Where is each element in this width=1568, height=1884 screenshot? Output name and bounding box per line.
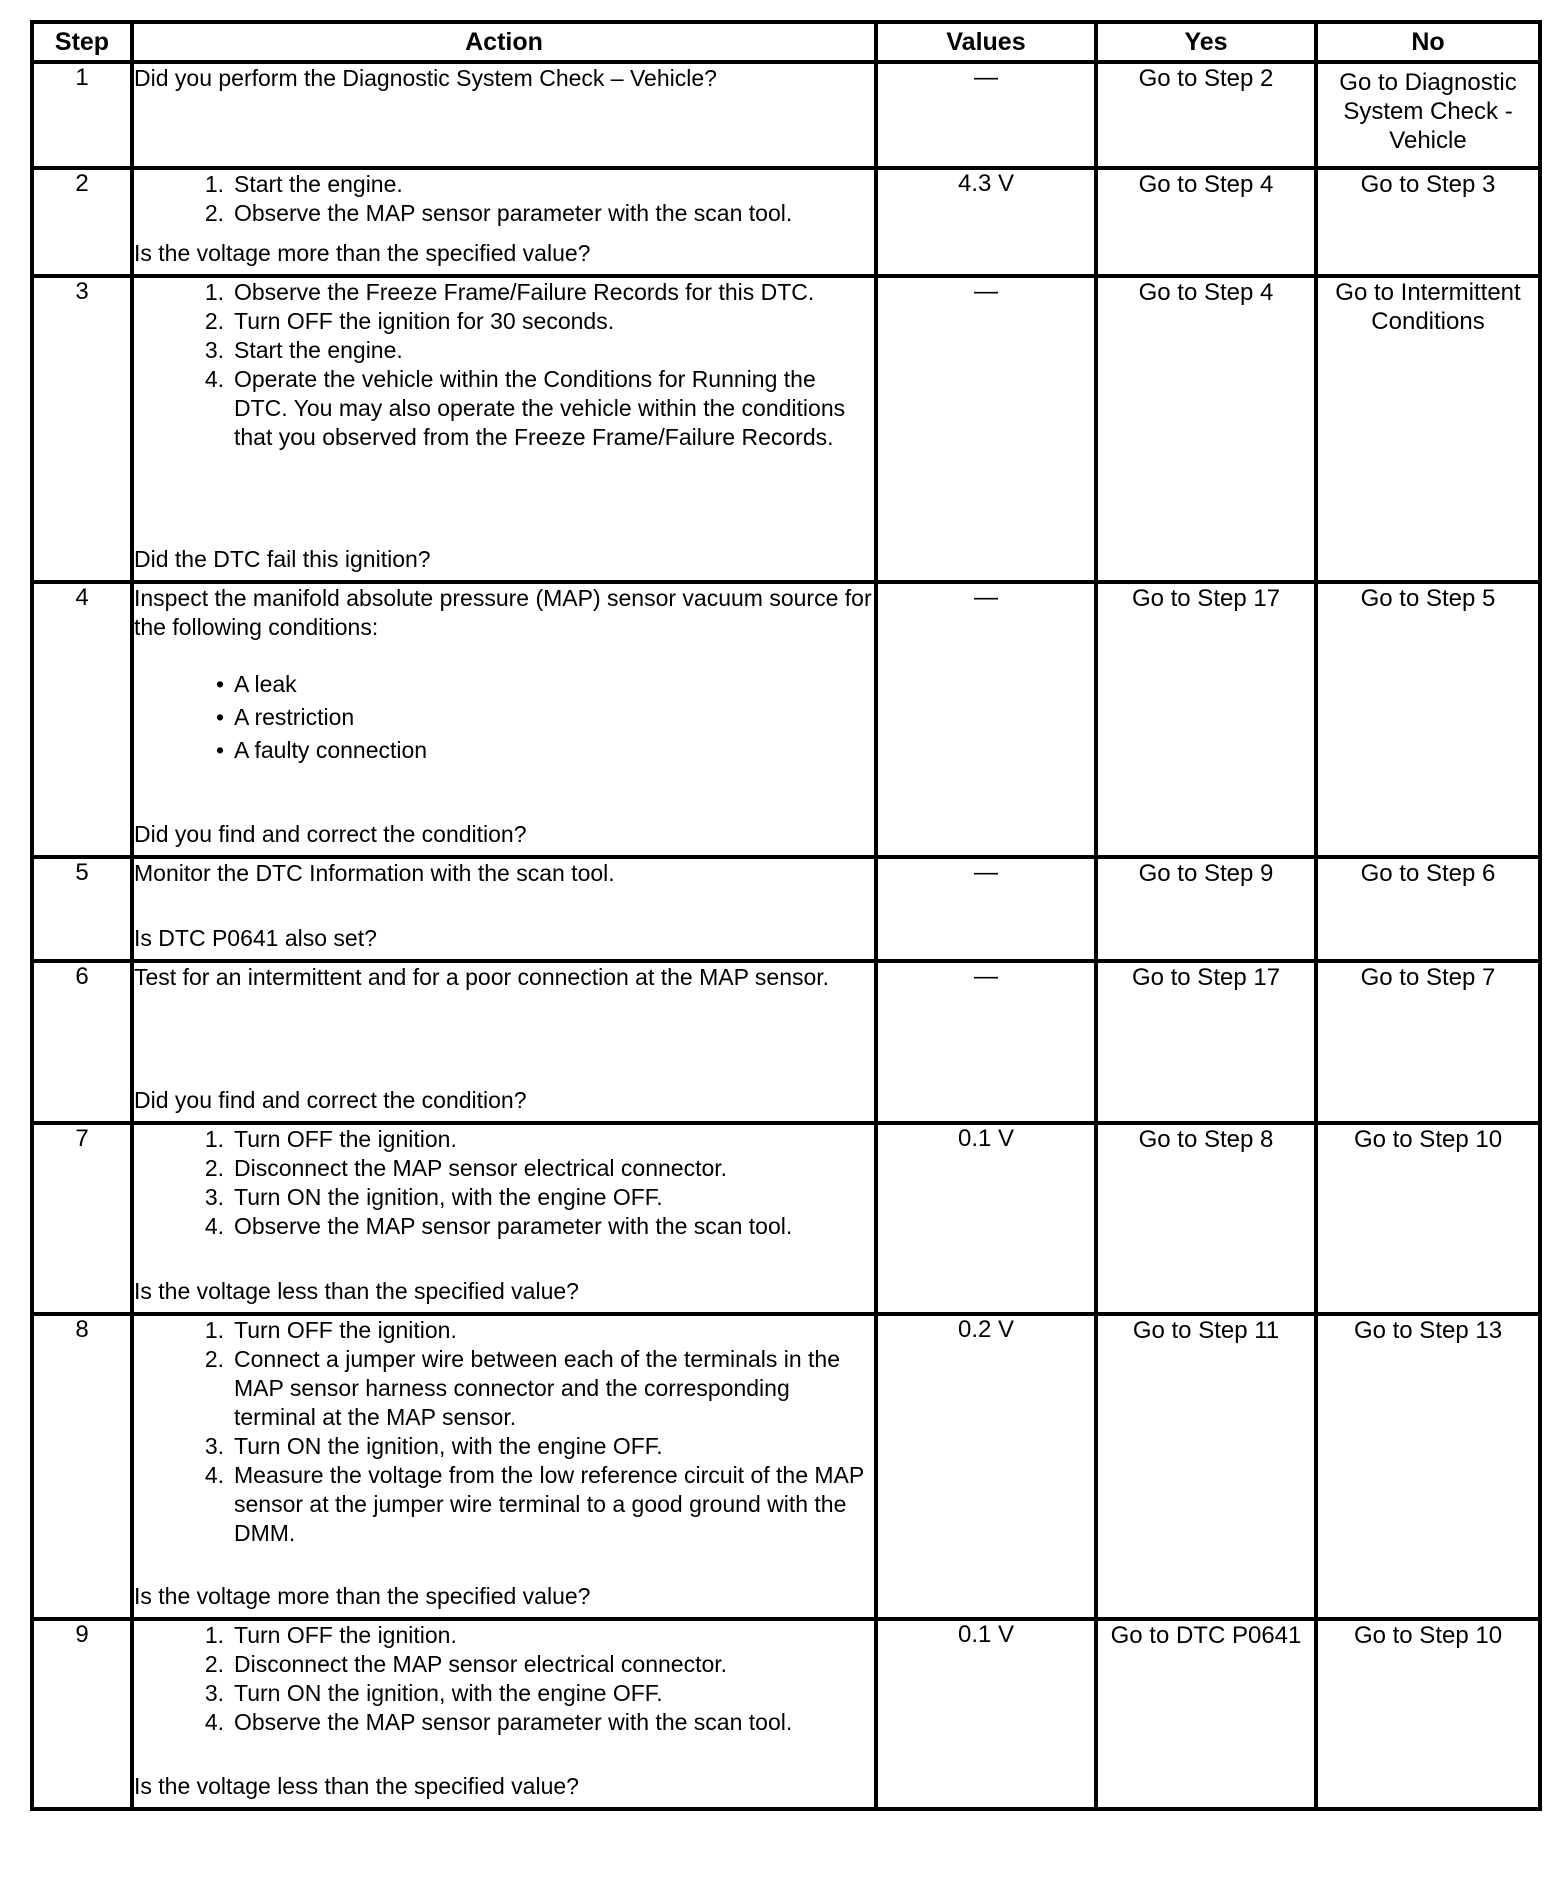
- action-intro: Inspect the manifold absolute pressure (MAP) sensor vacuum source for the following conditions:: [134, 585, 872, 640]
- step-number: 8: [32, 1314, 132, 1619]
- value-cell: 4.3 V: [876, 168, 1096, 276]
- action-question: Did you find and correct the condition?: [134, 1087, 527, 1113]
- action-step: Operate the vehicle within the Conditions for Running the DTC. You may also operate the vehicle within the conditions that you observed from the Freeze Frame/Failure Records.: [234, 366, 846, 450]
- no-cell: Go to Intermittent Conditions: [1316, 276, 1540, 582]
- table-row: [32, 582, 1540, 857]
- action-step: Turn OFF the ignition.: [234, 1622, 457, 1648]
- action-question: Is the voltage more than the specified value?: [134, 1583, 591, 1609]
- value-cell: —: [876, 276, 1096, 582]
- action-steps: [134, 1621, 874, 1737]
- action-step: Observe the Freeze Frame/Failure Records for this DTC.: [234, 279, 815, 305]
- value-cell: 0.2 V: [876, 1314, 1096, 1619]
- no-cell: Go to Step 7: [1316, 961, 1540, 1123]
- step-number: 3: [32, 276, 132, 582]
- diagnostic-table: [30, 20, 1542, 1811]
- table-row: [32, 276, 1540, 582]
- yes-cell: Go to Step 4: [1096, 168, 1316, 276]
- action-cell: [132, 168, 876, 276]
- action-cell: [132, 582, 876, 857]
- no-cell: Go to Diagnostic System Check - Vehicle: [1316, 62, 1540, 168]
- step-number: 2: [32, 168, 132, 276]
- header-values: Values: [876, 22, 1096, 62]
- no-cell: Go to Step 6: [1316, 857, 1540, 961]
- action-cell: [132, 62, 876, 168]
- table-row: [32, 1619, 1540, 1809]
- action-intro: Test for an intermittent and for a poor connection at the MAP sensor.: [134, 964, 830, 990]
- header-action: Action: [132, 22, 876, 62]
- yes-cell: Go to Step 4: [1096, 276, 1316, 582]
- yes-cell: Go to DTC P0641: [1096, 1619, 1316, 1809]
- value-cell: —: [876, 857, 1096, 961]
- step-number: 4: [32, 582, 132, 857]
- action-step: Disconnect the MAP sensor electrical connector.: [234, 1155, 728, 1181]
- action-step: Start the engine.: [234, 171, 403, 197]
- action-cell: [132, 1314, 876, 1619]
- header-yes: Yes: [1096, 22, 1316, 62]
- action-question: Did the DTC fail this ignition?: [134, 546, 431, 572]
- no-cell: Go to Step 13: [1316, 1314, 1540, 1619]
- action-question: Is the voltage more than the specified value?: [134, 240, 591, 266]
- action-steps: [134, 1125, 874, 1241]
- action-question: Did you find and correct the condition?: [134, 821, 527, 847]
- action-cell: [132, 961, 876, 1123]
- action-question: Is DTC P0641 also set?: [134, 925, 377, 951]
- action-step: Observe the MAP sensor parameter with the scan tool.: [234, 200, 793, 226]
- value-cell: —: [876, 961, 1096, 1123]
- action-intro: Monitor the DTC Information with the scan tool.: [134, 860, 615, 886]
- table-row: [32, 62, 1540, 168]
- action-step: Observe the MAP sensor parameter with the scan tool.: [234, 1213, 793, 1239]
- action-cell: [132, 857, 876, 961]
- no-cell: Go to Step 10: [1316, 1619, 1540, 1809]
- value-cell: 0.1 V: [876, 1619, 1096, 1809]
- action-step: Turn ON the ignition, with the engine OFF.: [234, 1680, 663, 1706]
- action-question: Is the voltage less than the specified value?: [134, 1278, 579, 1304]
- action-steps: [134, 1316, 874, 1548]
- step-number: 5: [32, 857, 132, 961]
- action-step: Turn ON the ignition, with the engine OFF.: [234, 1433, 663, 1459]
- step-number: 6: [32, 961, 132, 1123]
- action-step: Turn OFF the ignition.: [234, 1317, 457, 1343]
- action-step: Disconnect the MAP sensor electrical connector.: [234, 1651, 728, 1677]
- action-step: Measure the voltage from the low reference circuit of the MAP sensor at the jumper wire terminal to a good ground with the DMM.: [234, 1462, 864, 1546]
- value-cell: 0.1 V: [876, 1123, 1096, 1314]
- action-step: Turn OFF the ignition.: [234, 1126, 457, 1152]
- value-cell: —: [876, 62, 1096, 168]
- no-cell: Go to Step 10: [1316, 1123, 1540, 1314]
- table-row: [32, 168, 1540, 276]
- action-cell: [132, 276, 876, 582]
- condition-item: • A leak: [184, 668, 874, 701]
- header-no: No: [1316, 22, 1540, 62]
- header-row: [32, 22, 1540, 62]
- step-number: 7: [32, 1123, 132, 1314]
- condition-list: [134, 668, 874, 767]
- yes-cell: Go to Step 8: [1096, 1123, 1316, 1314]
- action-question: Is the voltage less than the specified value?: [134, 1773, 579, 1799]
- action-step: Observe the MAP sensor parameter with the scan tool.: [234, 1709, 793, 1735]
- action-step: Start the engine.: [234, 337, 403, 363]
- step-number: 9: [32, 1619, 132, 1809]
- yes-cell: Go to Step 9: [1096, 857, 1316, 961]
- yes-cell: Go to Step 17: [1096, 582, 1316, 857]
- action-step: Turn ON the ignition, with the engine OFF.: [234, 1184, 663, 1210]
- action-step: Connect a jumper wire between each of the terminals in the MAP sensor harness connector and the corresponding terminal at the MAP sensor.: [234, 1346, 840, 1430]
- header-step: Step: [32, 22, 132, 62]
- no-cell: Go to Step 3: [1316, 168, 1540, 276]
- step-number: 1: [32, 62, 132, 168]
- yes-cell: Go to Step 11: [1096, 1314, 1316, 1619]
- table-row: [32, 1123, 1540, 1314]
- yes-cell: Go to Step 2: [1096, 62, 1316, 168]
- table-row: [32, 961, 1540, 1123]
- value-cell: —: [876, 582, 1096, 857]
- action-steps: [134, 278, 874, 452]
- condition-item: • A restriction: [184, 701, 874, 734]
- condition-item: • A faulty connection: [184, 734, 874, 767]
- action-cell: [132, 1123, 876, 1314]
- action-steps: [134, 170, 874, 228]
- table-row: [32, 857, 1540, 961]
- no-cell: Go to Step 5: [1316, 582, 1540, 857]
- action-cell: [132, 1619, 876, 1809]
- table-row: [32, 1314, 1540, 1619]
- action-step: Turn OFF the ignition for 30 seconds.: [234, 308, 615, 334]
- action-intro: Did you perform the Diagnostic System Check – Vehicle?: [134, 65, 717, 91]
- yes-cell: Go to Step 17: [1096, 961, 1316, 1123]
